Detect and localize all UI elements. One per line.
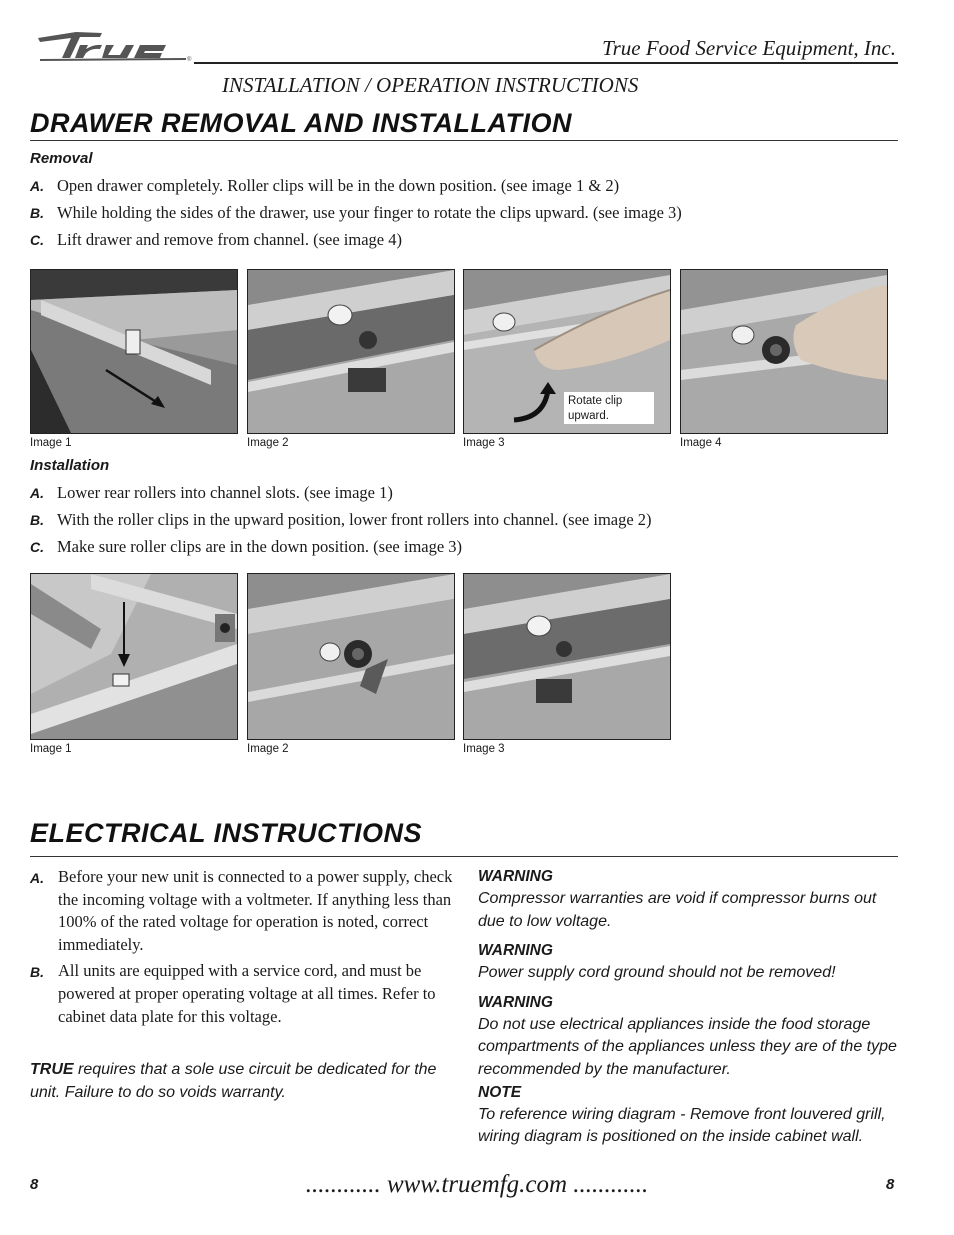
warning-block bbox=[478, 992, 898, 1082]
step-text: While holding the sides of the drawer, use your finger to rotate the clips upward. (see image 3) bbox=[57, 203, 682, 222]
section-rule bbox=[30, 140, 898, 141]
warning-text: Power supply cord ground should not be removed! bbox=[478, 964, 836, 982]
removal-step-b bbox=[30, 203, 682, 223]
subheader: INSTALLATION / OPERATION INSTRUCTIONS bbox=[222, 73, 639, 97]
page-number-right: 8 bbox=[886, 1176, 895, 1193]
warning-heading: WARNING bbox=[478, 942, 553, 960]
removal-caption-2: Image 2 bbox=[247, 437, 289, 449]
step-letter: B. bbox=[30, 512, 44, 528]
step-letter: C. bbox=[30, 232, 44, 248]
install-image-2 bbox=[247, 573, 455, 740]
company-name: True Food Service Equipment, Inc. bbox=[602, 36, 896, 60]
install-step-b bbox=[30, 510, 652, 530]
step-letter: C. bbox=[30, 539, 44, 555]
header-rule bbox=[194, 62, 898, 64]
note-block bbox=[478, 1082, 898, 1149]
electrical-steps bbox=[30, 866, 460, 1032]
install-caption-2: Image 2 bbox=[247, 743, 289, 755]
step-text: Make sure roller clips are in the down position. (see image 3) bbox=[57, 537, 463, 556]
step-letter: B. bbox=[30, 964, 44, 981]
warning-heading: WARNING bbox=[478, 868, 553, 885]
section-rule bbox=[30, 856, 898, 857]
step-text: Lift drawer and remove from channel. (see image 4) bbox=[57, 230, 402, 249]
install-caption-3: Image 3 bbox=[463, 743, 505, 755]
svg-text:®: ® bbox=[187, 57, 192, 63]
removal-caption-4: Image 4 bbox=[680, 437, 722, 449]
circuit-note bbox=[30, 1059, 450, 1104]
warnings-column bbox=[478, 866, 898, 1149]
removal-heading: Removal bbox=[30, 150, 93, 167]
section-title-electrical: ELECTRICAL INSTRUCTIONS bbox=[30, 818, 423, 848]
step-text: Open drawer completely. Roller clips will be in the down position. (see image 1 & 2) bbox=[57, 176, 620, 195]
warning-block bbox=[478, 940, 898, 985]
install-image-3 bbox=[463, 573, 671, 740]
step-text: Before your new unit is connected to a power supply, check the incoming voltage with a voltmeter. If anything less than 100% of the rated voltage for operation is noted, correct immediately. bbox=[58, 867, 453, 954]
footer-url[interactable]: ............ www.truemfg.com ............ bbox=[305, 1171, 649, 1198]
removal-image-1 bbox=[30, 269, 238, 434]
section-title-drawer: DRAWER REMOVAL AND INSTALLATION bbox=[30, 108, 572, 138]
removal-step-c bbox=[30, 230, 402, 250]
page-number-left: 8 bbox=[30, 1176, 39, 1193]
warning-block bbox=[478, 866, 898, 933]
removal-step-a bbox=[30, 176, 619, 196]
electrical-step-b bbox=[30, 960, 460, 1028]
brand-name: TRUE bbox=[30, 1061, 74, 1078]
removal-caption-3: Image 3 bbox=[463, 437, 505, 449]
step-text: All units are equipped with a service cord, and must be powered at proper operating voltage at all times. Refer to cabinet data plate for this voltage. bbox=[58, 961, 436, 1026]
warning-text: Compressor warranties are void if compressor burns out due to low voltage. bbox=[478, 890, 877, 930]
step-letter: A. bbox=[30, 178, 44, 194]
warning-text: Do not use electrical appliances inside the food storage compartments of the appliances unless they are of the type recommended by the manufacturer. bbox=[478, 1015, 897, 1078]
electrical-step-a bbox=[30, 866, 460, 956]
install-image-1 bbox=[30, 573, 238, 740]
note-text: To reference wiring diagram - Remove front louvered grill, wiring diagram is positioned on the inside cabinet wall. bbox=[478, 1105, 886, 1146]
install-step-c bbox=[30, 537, 462, 557]
install-step-a bbox=[30, 483, 393, 503]
note-heading: NOTE bbox=[478, 1083, 522, 1101]
rotate-clip-annotation: Rotate clip upward. bbox=[568, 395, 623, 422]
removal-image-2 bbox=[247, 269, 455, 434]
removal-image-4 bbox=[680, 269, 888, 434]
circuit-note-text: requires that a sole use circuit be dedicated for the unit. Failure to do so voids warranty. bbox=[30, 1061, 437, 1101]
step-text: With the roller clips in the upward position, lower front rollers into channel. (see image 2) bbox=[57, 510, 652, 529]
step-letter: A. bbox=[30, 870, 44, 886]
removal-caption-1: Image 1 bbox=[30, 437, 72, 449]
step-letter: A. bbox=[30, 485, 44, 501]
warning-heading: WARNING bbox=[478, 993, 553, 1011]
step-letter: B. bbox=[30, 205, 44, 221]
step-text: Lower rear rollers into channel slots. (see image 1) bbox=[57, 483, 393, 502]
install-caption-1: Image 1 bbox=[30, 743, 72, 755]
installation-heading: Installation bbox=[30, 457, 110, 474]
